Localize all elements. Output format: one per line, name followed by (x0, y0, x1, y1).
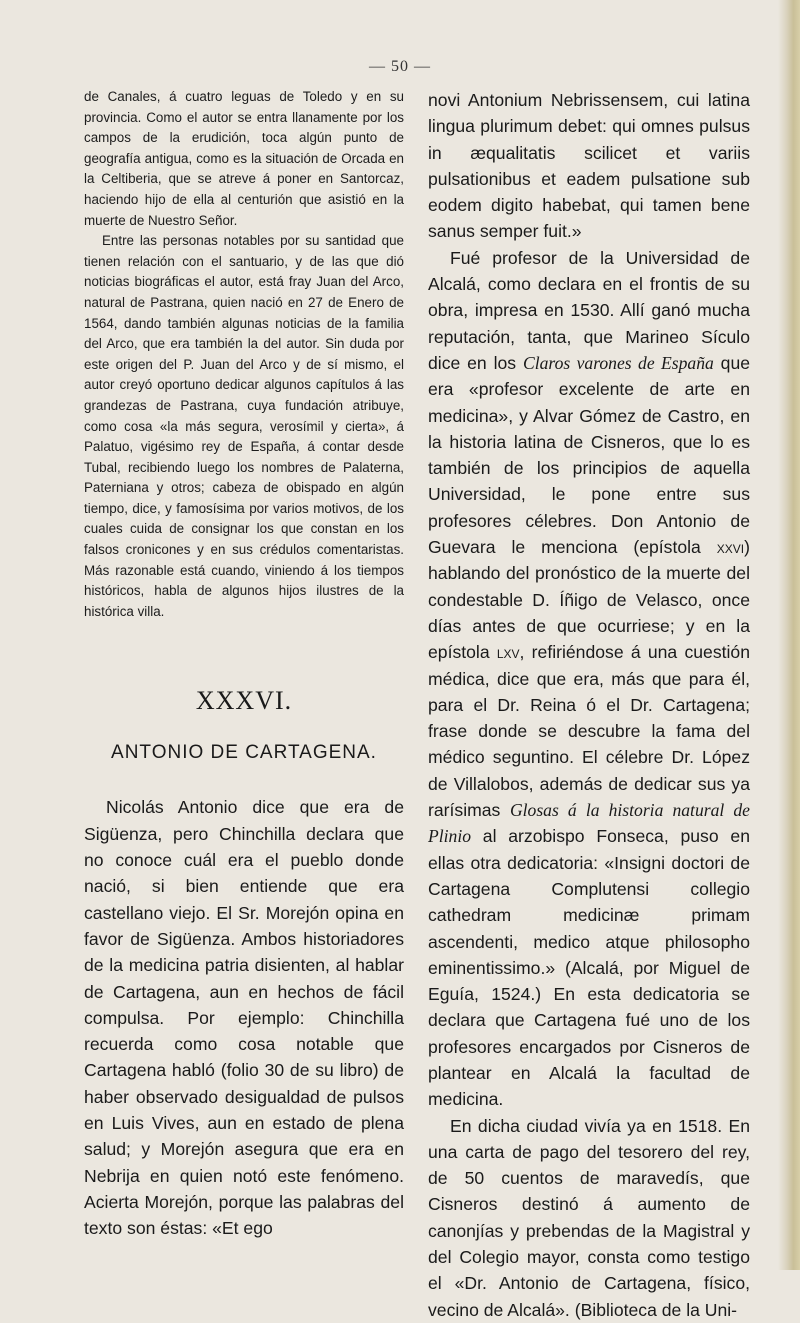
right-paragraph-1: novi Antonium Nebrissensem, cui latina lingua plurimum debet: qui omnes pulsus in æqualitatis scilicet et variis pulsationibus et eadem pulsatione sub eodem digito habebat, qui tamen bene sanus semper fuit.» (428, 90, 750, 242)
epistle-number-26: xxvi (716, 537, 745, 558)
left-paragraph-2: Entre las personas notables por su santidad que tienen relación con el santuario, y de las que dió noticias biográficas el autor, está fray Juan del Arco, natural de Pastrana, quien nació en 27 de Enero de 1564, dando también algunas noticias de la familia del Arco, que era también la del autor. Sin duda por este origen del P. Juan del Arco y de sí mismo, el autor creyó oportuno dedicar algunos capítulos á las grandezas de Pastrana, cuya fundación atribuye, como cosa «la más segura, verosímil y cierta», á Palatuo, vigésimo rey de España, á contar desde Tubal, recibiendo luego los nombres de Palaterna, Paterniana y otros; cabeza de obispado en algún tiempo, dice, y famosísima por varios motivos, de los cuales cuida de consignar los que constan en los falsos cronicones y en sus crédulos comentaristas. Más razonable está cuando, viniendo á los tiempos históricos, habla de algunos hijos ilustres de la histórica villa. (84, 233, 404, 619)
chapter-title: ANTONIO DE CARTAGENA. (111, 742, 377, 764)
book-title-claros-varones: Claros varones de España (522, 352, 714, 373)
right-p2-text-b: que era «profesor excelente de arte en medicina», y Alvar Gómez de Castro, en la historia latina de Cisneros, que lo es también de los principios de aquella Universidad, le pone entre sus profesores célebres. Don Antonio de Guevara le menciona (epístola (428, 352, 751, 558)
right-column (428, 87, 750, 1323)
page-edge (778, 0, 800, 1270)
left-paragraph-1: de Canales, á cuatro leguas de Toledo y en su provincia. Como el autor se entra llanamente por los campos de la erudición, toca algún punto de geografía antigua, como es la situación de Orcada en la Celtiberia, que se atreve á poner en Santorcaz, haciendo hijo de ella al centurión que asistió en la muerte de Nuestro Señor. (84, 89, 404, 228)
right-p2-text-e: al arzobispo Fonseca, puso en ellas otra dedicatoria: «Insigni doctori de Cartagena Complutensi collegio cathedram medicinæ primam ascendenti, medico atque philosopho eminentissimo.» (Alcalá, por Miguel de Eguía, 1524.) En esta dedicatoria se declara que Cartagena fué uno de los profesores encargados por Cisneros de plantear en Alcalá la facultad de medicina. (428, 826, 750, 1110)
right-paragraph-2 (428, 245, 750, 1113)
chapter-number: XXXVI. (195, 686, 293, 716)
epistle-number-65: lxv (496, 642, 520, 663)
right-p2-text-d: , refiriéndose á una cuestión médica, dice que era, más que para él, para el Dr. Reina ó el Dr. Cartagena; frase donde se descubre la fama del médico seguntino. El célebre Dr. López de Villalobos, además de dedicar sus ya rarísimas (428, 642, 750, 821)
left-paragraph-3: Nicolás Antonio dice que era de Sigüenza, pero Chinchilla declara que no conoce cuál era el pueblo donde nació, si bien entiende que era castellano viejo. El Sr. Morejón opina en favor de Sigüenza. Ambos historiadores de la medicina patria disienten, al hablar de Cartagena, aun en hechos de fácil compulsa. Por ejemplo: Chinchilla recuerda como cosa notable que Cartagena habló (folio 30 de su libro) de haber observado desigualdad de pulsos en Luis Vives, aun en estado de plena salud; y Morejón asegura que era en Nebrija en quien notó este fenómeno. Acierta Morejón, porque las palabras del texto son éstas: «Et ego (84, 797, 404, 1239)
right-paragraph-3: En dicha ciudad vivía ya en 1518. En una carta de pago del tesorero del rey, de 50 cuentos de maravedís, que Cisneros destinó á aumento de canonjías y prebendas de la Magistral y del Colegio mayor, consta como testigo el «Dr. Antonio de Cartagena, físico, vecino de Alcalá». (Biblioteca de la Uni- (428, 1115, 750, 1320)
right-p2-text-c: ) hablando del pronóstico de la muerte del condestable D. Íñigo de Velasco, once días antes de que ocurriese; y en la epístola (428, 537, 750, 663)
left-column (84, 87, 404, 1241)
right-p2-text-a: Fué profesor de la Universidad de Alcalá, como declara en el frontis de su obra, impresa en 1530. Allí ganó mucha reputación, tanta, que Marineo Sículo dice en los (428, 247, 750, 373)
page-number: — 50 — (369, 58, 431, 75)
book-title-glosas: Glosas á la historia natural de Plinio (428, 800, 750, 847)
